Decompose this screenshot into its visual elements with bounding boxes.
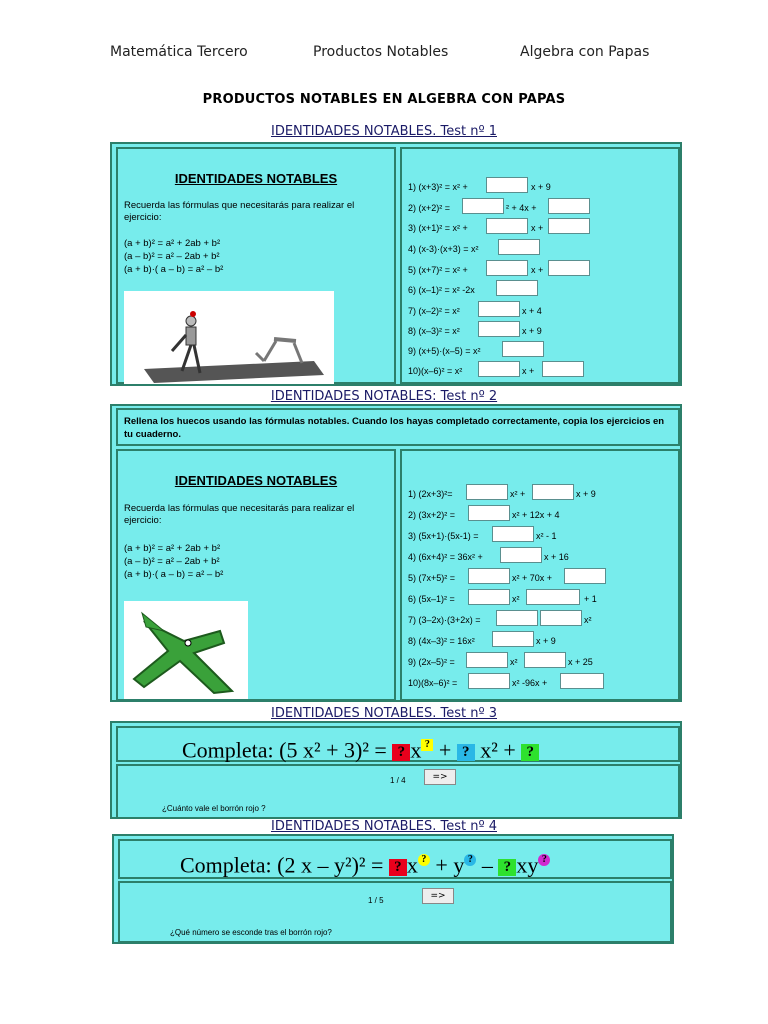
- t2-q5: 5) (7x+5)² =: [408, 573, 456, 583]
- t1-q8: 8) (x–3)² = x²: [408, 326, 460, 336]
- section-title-test1[interactable]: IDENTIDADES NOTABLES. Test nº 1: [270, 124, 497, 139]
- t2-q8: 8) (4x–3)² = 16x²: [408, 636, 475, 646]
- green-blot[interactable]: ?: [521, 744, 539, 761]
- robots-image: [124, 291, 334, 384]
- t2-q6-input-1[interactable]: [468, 589, 510, 605]
- blue-blot[interactable]: ?: [464, 854, 476, 866]
- t2-q5-input-2[interactable]: [564, 568, 606, 584]
- red-blot[interactable]: ?: [392, 744, 410, 761]
- test4-term-2: + y: [435, 852, 465, 878]
- t1-q4: 4) (x-3)·(x+3) = x²: [408, 244, 479, 254]
- info-heading: IDENTIDADES NOTABLES: [174, 473, 338, 488]
- formula-1: (a + b)² = a² + 2ab + b²: [124, 238, 221, 249]
- t1-q2: 2) (x+2)² =: [408, 203, 451, 213]
- test4-panel: [112, 834, 674, 944]
- test4-controls-cell: [118, 881, 672, 943]
- header-center: Productos Notables: [313, 44, 449, 60]
- t2-q2: 2) (3x+2)² =: [408, 510, 456, 520]
- t2-q7-input-2[interactable]: [540, 610, 582, 626]
- t2-q9-mid: x²: [510, 657, 518, 667]
- t1-q10-input-1[interactable]: [478, 361, 520, 377]
- blue-blot[interactable]: ?: [457, 744, 475, 761]
- test3-term-1: x: [410, 737, 422, 763]
- page-title: PRODUCTOS NOTABLES EN ALGEBRA CON PAPAS: [202, 92, 566, 107]
- t2-q5-input-1[interactable]: [468, 568, 510, 584]
- t2-q6-mid: x²: [512, 594, 520, 604]
- test1-questions-cell: [400, 147, 680, 384]
- test2-instruction-cell: [116, 408, 680, 446]
- t2-q9-input-1[interactable]: [466, 652, 508, 668]
- yellow-blot[interactable]: ?: [418, 854, 430, 866]
- t1-q5-input-1[interactable]: [486, 260, 528, 276]
- t1-q6-input-1[interactable]: [496, 280, 538, 296]
- t2-q10: 10)(8x–6)² =: [408, 678, 458, 688]
- section-title-test3[interactable]: IDENTIDADES NOTABLES. Test nº 3: [270, 706, 497, 721]
- t1-q10-input-2[interactable]: [542, 361, 584, 377]
- t1-q1-rest: x + 9: [531, 182, 551, 192]
- t2-q6-rest: + 1: [584, 594, 597, 604]
- t2-q6-input-2[interactable]: [526, 589, 580, 605]
- t2-q5-rest: x² + 70x +: [512, 573, 553, 583]
- test1-info-cell: [116, 147, 396, 384]
- t1-q2-input-1[interactable]: [462, 198, 504, 214]
- t2-q4-input-1[interactable]: [500, 547, 542, 563]
- test3-controls-cell: [116, 764, 680, 819]
- t1-q7: 7) (x–2)² = x²: [408, 306, 460, 316]
- t2-q6: 6) (5x–1)² =: [408, 594, 455, 604]
- section-title-test4[interactable]: IDENTIDADES NOTABLES. Test nº 4: [270, 819, 497, 834]
- t1-q10-rest: x +: [522, 366, 535, 376]
- t2-q10-input-1[interactable]: [468, 673, 510, 689]
- green-blot[interactable]: ?: [498, 859, 516, 876]
- test4-equation-cell: [118, 839, 672, 879]
- t2-q4-rest: x + 16: [544, 552, 569, 562]
- t1-q3-rest: x +: [531, 223, 544, 233]
- t2-q8-input-1[interactable]: [492, 631, 534, 647]
- formula-3: (a + b)·( a – b) = a² – b²: [124, 569, 224, 580]
- test4-equation: [180, 848, 550, 878]
- t2-q7: 7) (3–2x)·(3+2x) =: [408, 615, 481, 625]
- test4-term-4: xy: [516, 852, 539, 878]
- t1-q2-rest: ² + 4x +: [506, 203, 537, 213]
- formula-2: (a – b)² = a² – 2ab + b²: [124, 251, 220, 262]
- t2-q9: 9) (2x–5)² =: [408, 657, 455, 667]
- formula-2: (a – b)² = a² – 2ab + b²: [124, 556, 220, 567]
- header-left: Matemática Tercero: [110, 44, 248, 60]
- test4-expression: : (2 x – y²)² =: [265, 852, 384, 878]
- test3-equation-cell: [116, 726, 680, 762]
- formula-1: (a + b)² = a² + 2ab + b²: [124, 543, 221, 554]
- crocodile-image: [124, 601, 248, 699]
- t2-q1-input-2[interactable]: [532, 484, 574, 500]
- t2-q3-input-1[interactable]: [492, 526, 534, 542]
- t2-q10-rest: x² -96x +: [512, 678, 548, 688]
- test2-questions-cell: [400, 449, 680, 701]
- test4-question: ¿Qué número se esconde tras el borrón rojo?: [170, 928, 332, 937]
- t1-q7-rest: x + 4: [522, 306, 542, 316]
- section-title-test2[interactable]: IDENTIDADES NOTABLES: Test nº 2: [270, 389, 498, 404]
- red-blot[interactable]: ?: [389, 859, 407, 876]
- test3-question: ¿Cuánto vale el borrón rojo ?: [162, 804, 266, 813]
- test3-panel: [110, 721, 682, 819]
- formula-3: (a + b)·( a – b) = a² – b²: [124, 264, 224, 275]
- t1-q1-input-1[interactable]: [486, 177, 528, 193]
- t2-q2-input-1[interactable]: [468, 505, 510, 521]
- t1-q8-rest: x + 9: [522, 326, 542, 336]
- t2-q1-input-1[interactable]: [466, 484, 508, 500]
- t1-q7-input-1[interactable]: [478, 301, 520, 317]
- t2-q1-rest: x + 9: [576, 489, 596, 499]
- t1-q4-input-1[interactable]: [498, 239, 540, 255]
- t1-q9: 9) (x+5)·(x–5) = x²: [408, 346, 481, 356]
- t1-q5: 5) (x+7)² = x² +: [408, 265, 468, 275]
- test4-term-3: –: [481, 852, 493, 878]
- info-text: Recuerda las fórmulas que necesitarás para realizar el ejercicio:: [124, 503, 355, 526]
- t1-q10: 10)(x–6)² = x²: [408, 366, 463, 376]
- magenta-blot[interactable]: ?: [538, 854, 550, 866]
- test3-next-button[interactable]: =>: [424, 769, 456, 785]
- test2-info-cell: [116, 449, 396, 701]
- completa-label: Completa: [182, 737, 268, 763]
- t1-q3: 3) (x+1)² = x² +: [408, 223, 468, 233]
- test4-term-1: x: [406, 852, 418, 878]
- t2-q9-rest: x + 25: [568, 657, 593, 667]
- t1-q9-input-1[interactable]: [502, 341, 544, 357]
- t1-q3-input-2[interactable]: [548, 218, 590, 234]
- t2-q10-input-2[interactable]: [560, 673, 604, 689]
- t2-q7-rest: x²: [584, 615, 592, 625]
- t1-q5-rest: x +: [531, 265, 544, 275]
- test3-term-3: x² +: [480, 737, 516, 763]
- test2-panel: [110, 404, 682, 702]
- t1-q6: 6) (x–1)² = x² -2x: [408, 285, 475, 295]
- t2-q4: 4) (6x+4)² = 36x² +: [408, 552, 483, 562]
- test3-equation: [182, 733, 539, 763]
- t1-q1: 1) (x+3)² = x² +: [408, 182, 468, 192]
- t2-q8-rest: x + 9: [536, 636, 556, 646]
- test4-counter: 1 / 5: [368, 896, 384, 905]
- test4-next-button[interactable]: =>: [422, 888, 454, 904]
- t1-q5-input-2[interactable]: [548, 260, 590, 276]
- t2-q7-input-1[interactable]: [496, 610, 538, 626]
- t2-q3: 3) (5x+1)·(5x-1) =: [408, 531, 479, 541]
- info-heading: IDENTIDADES NOTABLES: [174, 171, 338, 186]
- completa-label: Completa: [180, 852, 266, 878]
- info-text: Recuerda las fórmulas que necesitarás para realizar el ejercicio:: [124, 200, 355, 223]
- header-right: Algebra con Papas: [520, 44, 650, 60]
- yellow-blot[interactable]: ?: [421, 739, 433, 751]
- t2-q1-mid: x² +: [510, 489, 526, 499]
- test2-instruction: Rellena los huecos usando las fórmulas notables. Cuando los hayas completado correctamente, copia los ejercicios en tu cuaderno.: [124, 416, 665, 440]
- test3-expression: : (5 x² + 3)² =: [267, 737, 387, 763]
- t1-q8-input-1[interactable]: [478, 321, 520, 337]
- t1-q2-input-2[interactable]: [548, 198, 590, 214]
- t1-q3-input-1[interactable]: [486, 218, 528, 234]
- t2-q2-rest: x² + 12x + 4: [512, 510, 560, 520]
- t2-q1: 1) (2x+3)²=: [408, 489, 453, 499]
- t2-q9-input-2[interactable]: [524, 652, 566, 668]
- test1-panel: [110, 142, 682, 386]
- t2-q3-rest: x² - 1: [536, 531, 557, 541]
- test3-term-2: +: [438, 737, 452, 763]
- test3-counter: 1 / 4: [390, 776, 406, 785]
